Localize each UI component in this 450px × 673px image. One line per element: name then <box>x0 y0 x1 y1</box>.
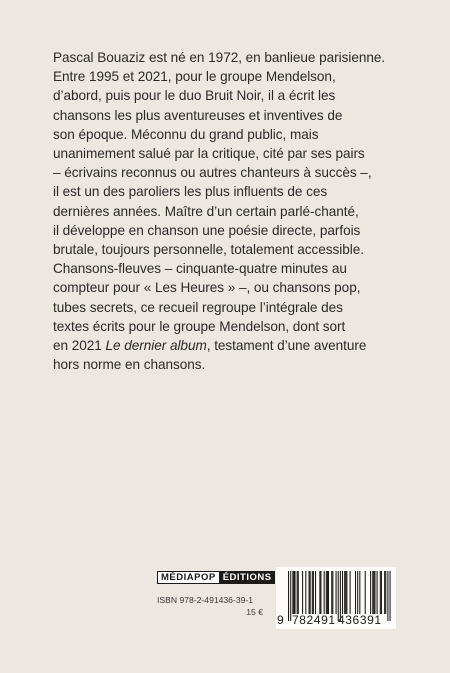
blurb-line: Entre 1995 et 2021, pour le groupe Mendelson, <box>53 69 336 85</box>
barcode-bar <box>310 571 311 614</box>
barcode-bar <box>313 571 314 614</box>
blurb-line: – écrivains reconnus ou autres chanteurs à succès –, <box>53 165 372 181</box>
barcode-bar <box>331 571 332 614</box>
barcode-bar <box>328 571 329 614</box>
blurb-line: son époque. Méconnu du grand public, mais <box>53 126 319 142</box>
blurb-line-suffix: , testament d’une aventure <box>206 338 367 354</box>
barcode-bar <box>336 571 337 614</box>
barcode-first-digit: 9 <box>277 613 285 627</box>
isbn-number: ISBN 978-2-491436-39-1 <box>157 595 254 605</box>
barcode-bar <box>357 571 358 614</box>
blurb-line: Pascal Bouaziz est né en 1972, en banlieue parisienne. <box>53 50 386 65</box>
blurb-line: brutale, toujours personnelle, totalement accessible. <box>53 242 364 258</box>
barcode-bar <box>309 571 310 614</box>
barcode-bar <box>297 571 298 614</box>
barcode-bar <box>373 571 374 614</box>
barcode <box>276 567 396 629</box>
blurb-line: il est un des paroliers les plus influents de ces <box>53 184 328 200</box>
barcode-bar <box>359 571 360 614</box>
blurb-line: dernières années. Maître d’un certain parlé-chanté, <box>53 203 359 219</box>
barcode-bar <box>345 571 346 614</box>
price: 15 € <box>246 607 263 617</box>
barcode-digits <box>276 612 396 628</box>
publisher-logo <box>157 571 272 584</box>
barcode-bar <box>370 571 371 614</box>
barcode-bar <box>294 571 295 614</box>
blurb-line: unanimement salué par la critique, cité par ses pairs <box>53 146 365 162</box>
isbn-block <box>157 594 263 618</box>
barcode-bar <box>293 571 294 614</box>
barcode-bar <box>320 571 321 614</box>
publisher-logo-editions: ÉDITIONS <box>220 571 275 584</box>
blurb-line: textes écrits pour le groupe Mendelson, dont sort <box>53 318 346 334</box>
blurb-line: chansons les plus aventureuses et inventives de <box>53 107 343 123</box>
blurb-line: hors norme en chansons. <box>53 357 206 373</box>
barcode-bar <box>381 571 382 614</box>
barcode-bar <box>326 571 327 614</box>
barcode-bar <box>380 571 381 614</box>
barcode-bar <box>302 571 303 614</box>
blurb-line: tubes secrets, ce recueil regroupe l’intégrale des <box>53 299 343 315</box>
barcode-bar <box>344 571 345 614</box>
barcode-bar <box>385 571 386 614</box>
blurb-line-with-title <box>53 336 405 355</box>
barcode-bar <box>384 571 385 614</box>
barcode-bar <box>365 571 366 614</box>
barcode-bar <box>327 571 328 614</box>
barcode-bar <box>292 571 293 614</box>
barcode-bar <box>377 571 378 614</box>
barcode-bar <box>305 571 306 614</box>
barcode-bar <box>312 571 313 614</box>
barcode-bar <box>319 571 320 614</box>
barcode-bar <box>346 571 347 614</box>
barcode-bar <box>298 571 299 614</box>
barcode-bar <box>374 571 375 614</box>
publisher-logo-name: MÉDIAPOP <box>157 571 220 584</box>
barcode-bar <box>324 571 325 614</box>
barcode-bar <box>372 571 373 614</box>
blurb-line: d’abord, puis pour le duo Bruit Noir, il a écrit les <box>53 88 336 104</box>
barcode-bar <box>332 571 333 614</box>
blurb-line: compteur pour « Les Heures » –, ou chansons pop, <box>53 280 361 296</box>
barcode-bar <box>342 571 343 614</box>
blurb-line-prefix: en 2021 <box>53 338 106 354</box>
barcode-bar <box>350 571 351 614</box>
barcode-left-digits: 782491 <box>292 613 336 627</box>
blurb-line: il développe en chanson une poésie directe, parfois <box>53 222 361 238</box>
barcode-right-digits: 436391 <box>338 613 382 627</box>
back-cover-blurb <box>53 48 405 374</box>
blurb-line: Chansons-fleuves – cinquante-quatre minutes au <box>53 261 347 277</box>
barcode-bar <box>315 571 316 614</box>
barcode-bar <box>355 571 356 614</box>
album-title: Le dernier album <box>105 338 207 354</box>
